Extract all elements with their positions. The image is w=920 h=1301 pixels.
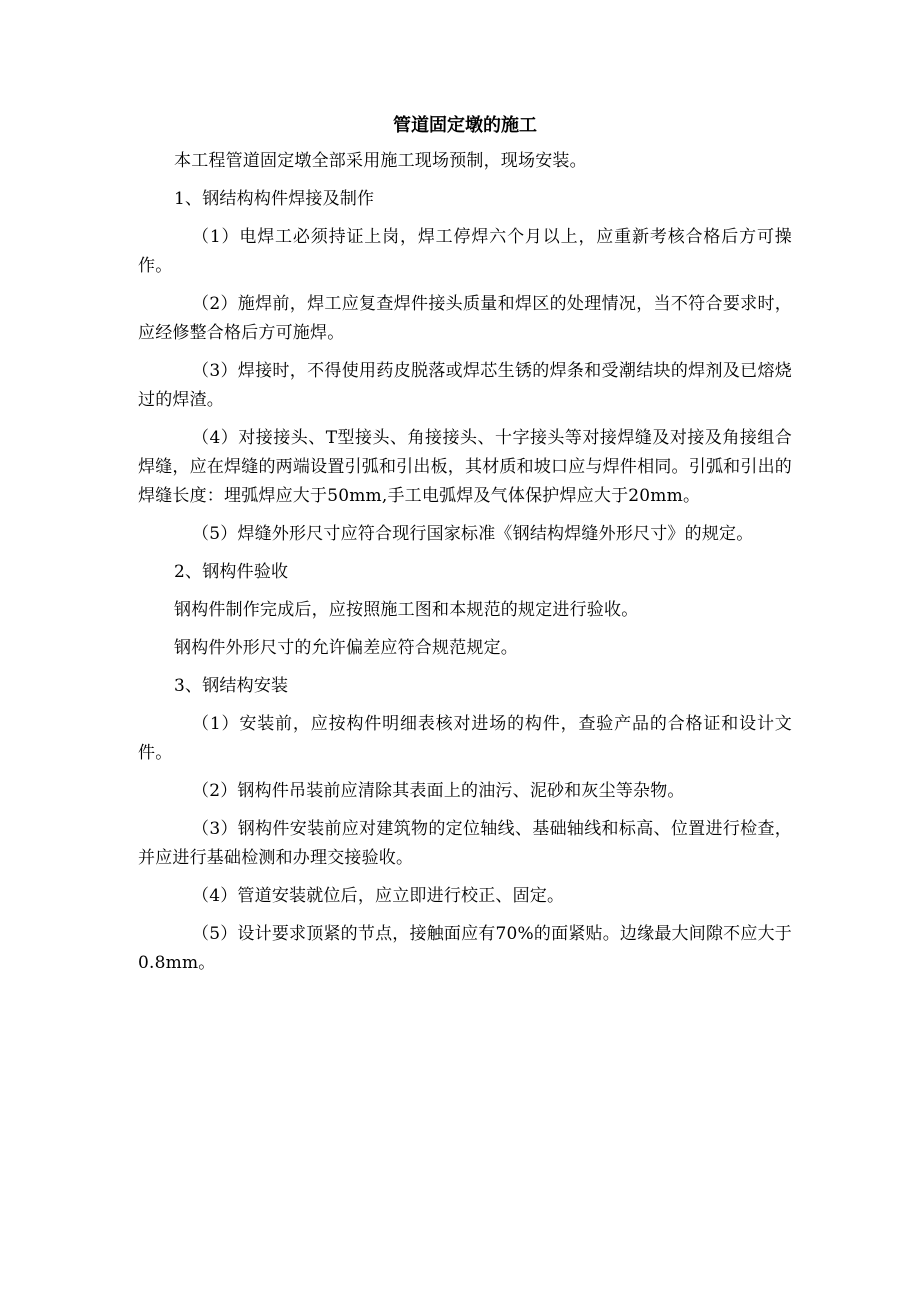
acceptance-paragraph-1: 钢构件制作完成后，应按照施工图和本规范的规定进行验收。 [174,600,639,620]
installation-item-3: （3）钢构件安装前应对建筑物的定位轴线、基础轴线和标高、位置进行检查，并应进行基础检测和办理交接验收。 [138,819,792,868]
installation-item-5: （5）设计要求顶紧的节点，接触面应有70%的面紧贴。边缘最大间隙不应大于0.8mm。 [138,924,792,973]
installation-item-4: （4）管道安装就位后，应立即进行校正、固定。 [192,886,565,906]
installation-item-1: （1）安装前，应按构件明细表核对进场的构件，查验产品的合格证和设计文件。 [138,714,792,763]
acceptance-paragraph-2: 钢构件外形尺寸的允许偏差应符合规范规定。 [174,638,518,658]
welding-item-2: （2）施焊前，焊工应复查焊件接头质量和焊区的处理情况，当不符合要求时，应经修整合格后方可施焊。 [138,294,792,343]
welding-item-5: （5）焊缝外形尺寸应符合现行国家标准《钢结构焊缝外形尺寸》的规定。 [192,524,754,544]
section-heading-installation: 3、钢结构安装 [174,676,289,696]
section-heading-acceptance: 2、钢构件验收 [174,562,289,582]
section-heading-welding: 1、钢结构构件焊接及制作 [174,189,375,209]
document-body [138,111,792,987]
welding-item-1: （1）电焊工必须持证上岗，焊工停焊六个月以上，应重新考核合格后方可操作。 [138,227,792,276]
document-title: 管道固定墩的施工 [393,115,537,136]
welding-item-4: （4）对接接头、T型接头、角接接头、十字接头等对接焊缝及对接及角接组合焊缝，应在焊缝的两端设置引弧和引出板，其材质和坡口应与焊件相同。引弧和引出的焊缝长度：埋弧焊应大于50mm,手工电弧焊及气体保护焊应大于20mm。 [138,428,792,506]
installation-item-2: （2）钢构件吊装前应清除其表面上的油污、泥砂和灰尘等杂物。 [192,781,685,801]
welding-item-3: （3）焊接时，不得使用药皮脱落或焊芯生锈的焊条和受潮结块的焊剂及已熔烧过的焊渣。 [138,361,792,410]
intro-paragraph: 本工程管道固定墩全部采用施工现场预制，现场安装。 [174,151,587,171]
